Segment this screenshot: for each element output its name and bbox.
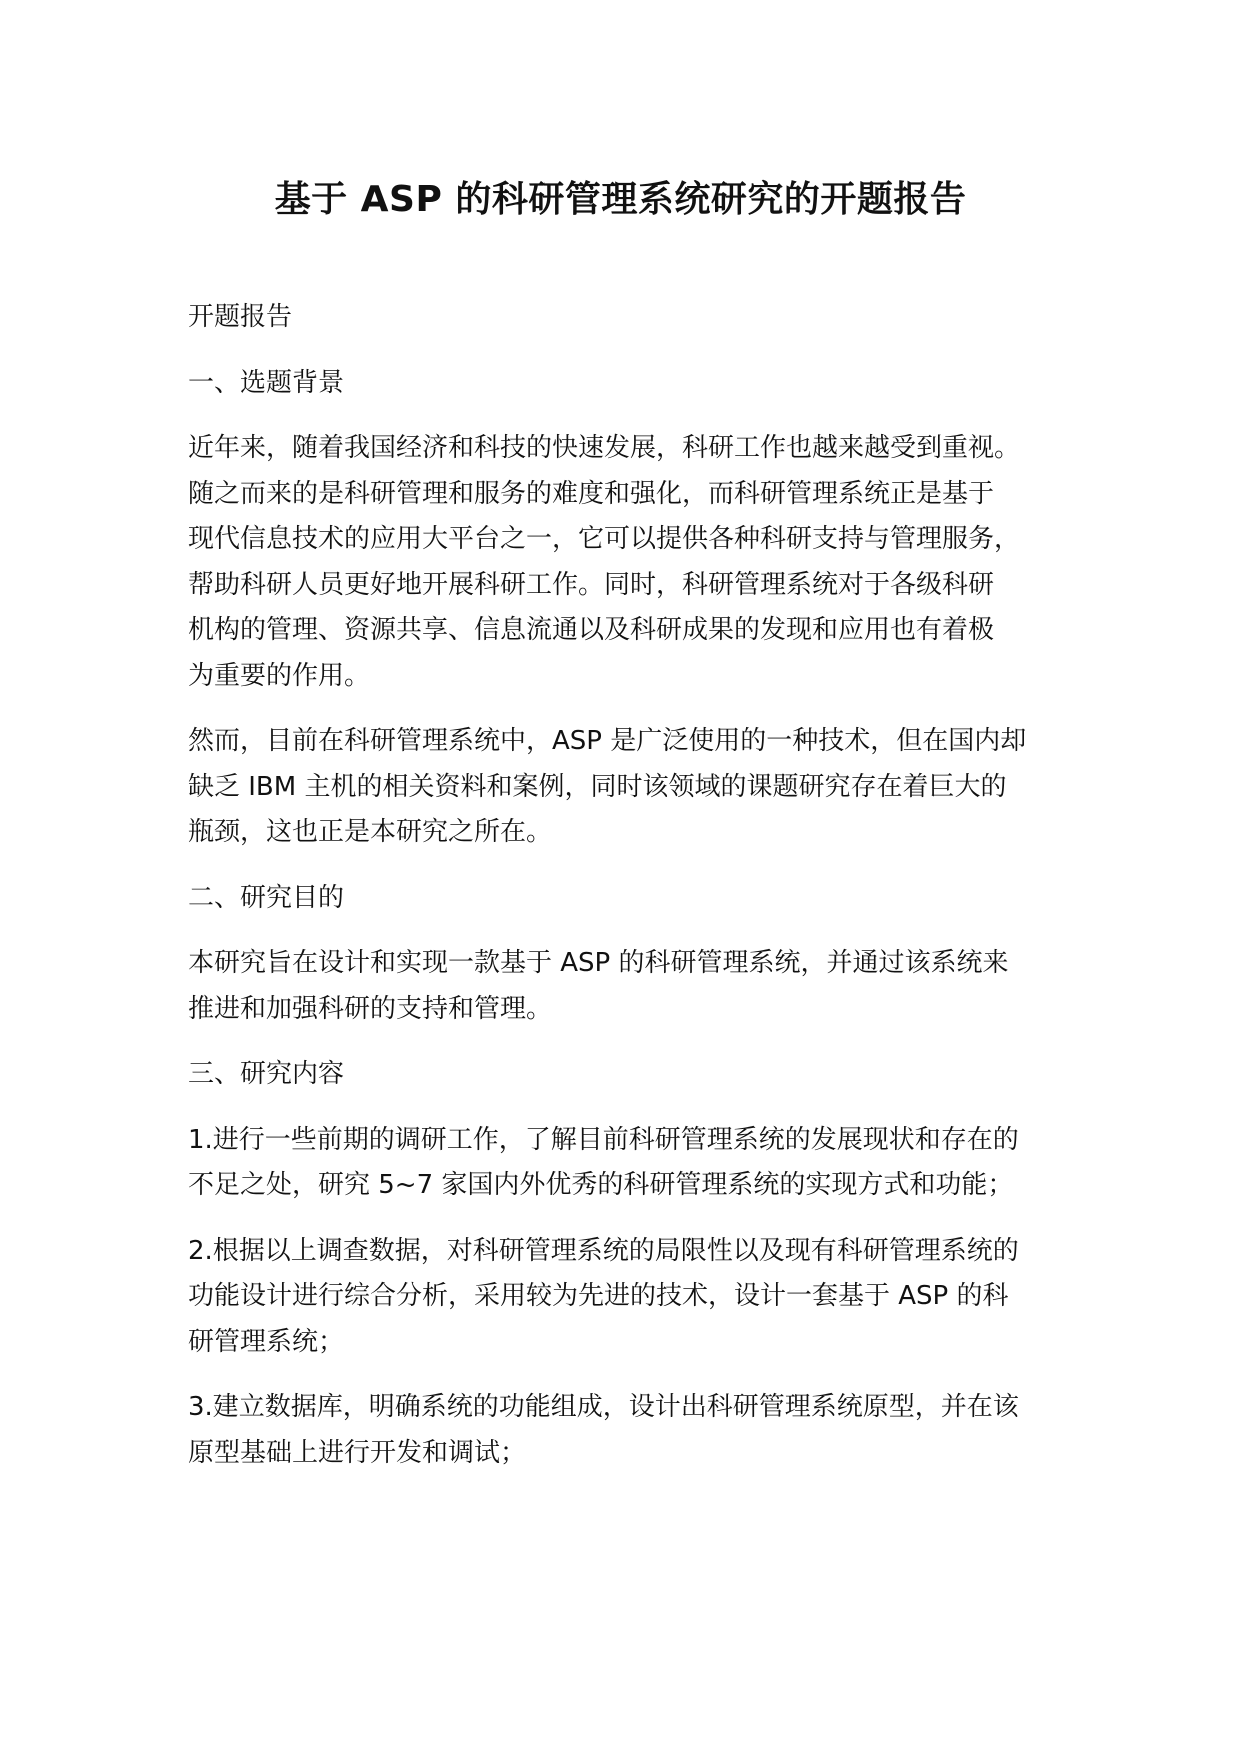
text-line: 本研究旨在设计和实现一款基于 ASP 的科研管理系统，并通过该系统来 [188, 948, 1009, 978]
text-line: 机构的管理、资源共享、信息流通以及科研成果的发现和应用也有着极 [188, 615, 995, 645]
section-heading-purpose [188, 876, 1088, 922]
text-line: 3.建立数据库，明确系统的功能组成，设计出科研管理系统原型，并在该 [188, 1392, 1019, 1422]
paragraph-heading-report [188, 295, 1088, 341]
text-line: 一、选题背景 [188, 367, 345, 398]
document-body [188, 295, 1088, 1496]
text-line: 开题报告 [188, 302, 293, 332]
paragraph-purpose [188, 941, 1088, 1032]
paragraph-background-2 [188, 719, 1088, 856]
text-line: 瓶颈，这也正是本研究之所在。 [188, 817, 553, 847]
text-line: 原型基础上进行开发和调试； [188, 1437, 527, 1468]
list-item-content-1 [188, 1118, 1088, 1209]
text-line: 推进和加强科研的支持和管理。 [188, 993, 553, 1024]
text-line: 1.进行一些前期的调研工作，了解目前科研管理系统的发展现状和存在的 [188, 1124, 1019, 1155]
section-heading-background [188, 361, 1088, 407]
text-line: 三、研究内容 [188, 1059, 345, 1089]
text-line: 2.根据以上调查数据，对科研管理系统的局限性以及现有科研管理系统的 [188, 1235, 1019, 1266]
document-title: 基于 ASP 的科研管理系统研究的开题报告 [274, 179, 967, 220]
text-line: 现代信息技术的应用大平台之一，它可以提供各种科研支持与管理服务， [188, 524, 1021, 554]
text-line: 随之而来的是科研管理和服务的难度和强化，而科研管理系统正是基于 [188, 478, 995, 509]
list-item-content-3 [188, 1385, 1088, 1476]
list-item-content-2 [188, 1229, 1088, 1366]
paragraph-background-1 [188, 426, 1088, 699]
text-line: 然而，目前在科研管理系统中，ASP 是广泛使用的一种技术，但在国内却 [188, 726, 1027, 756]
section-heading-content [188, 1052, 1088, 1098]
text-line: 帮助科研人员更好地开展科研工作。同时，科研管理系统对于各级科研 [188, 569, 995, 600]
text-line: 功能设计进行综合分析，采用较为先进的技术，设计一套基于 ASP 的科 [188, 1281, 1009, 1311]
text-line: 近年来，随着我国经济和科技的快速发展，科研工作也越来越受到重视。 [188, 433, 1021, 463]
text-line: 研管理系统； [188, 1326, 345, 1357]
text-line: 为重要的作用。 [188, 660, 371, 691]
text-line: 不足之处，研究 5~7 家国内外优秀的科研管理系统的实现方式和功能； [188, 1170, 1014, 1200]
text-line: 缺乏 IBM 主机的相关资料和案例，同时该领域的课题研究存在着巨大的 [188, 771, 1007, 802]
text-line: 二、研究目的 [188, 882, 345, 913]
